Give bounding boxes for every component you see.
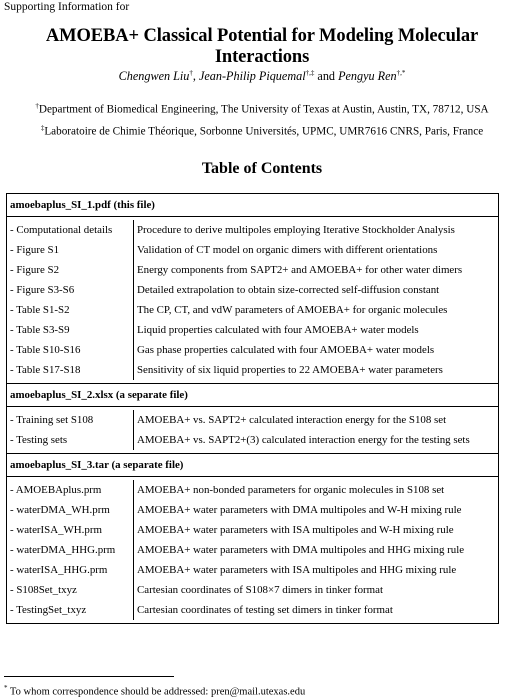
table-row [7, 300, 499, 320]
toc-title: Table of Contents [201, 160, 323, 177]
toc-description: Sensitivity of six liquid properties to 22 AMOEBA+ water parameters [137, 364, 443, 376]
toc-section-header [7, 384, 499, 407]
toc-item: - Training set S108 [7, 410, 134, 430]
toc-spacer-cell [7, 620, 134, 624]
author-separator: , [192, 69, 199, 84]
table-row [7, 220, 499, 240]
author-marks: †,‡ [305, 69, 315, 77]
author-marks: † [189, 69, 193, 77]
table-row [7, 280, 499, 300]
toc-description: AMOEBA+ vs. SAPT2+(3) calculated interaction energy for the testing sets [137, 434, 470, 446]
toc-description: Validation of CT model on organic dimers with different orientations [137, 244, 438, 256]
toc-description: Cartesian coordinates of S108×7 dimers in tinker format [137, 584, 383, 596]
supporting-info-label: Supporting Information for [4, 1, 130, 13]
toc-description: AMOEBA+ vs. SAPT2+ calculated interaction energy for the S108 set [137, 414, 447, 426]
table-row [7, 540, 499, 560]
toc-description: AMOEBA+ water parameters with DMA multipoles and W-H mixing rule [137, 504, 462, 516]
toc-item: - TestingSet_txyz [7, 600, 134, 620]
toc-description: Procedure to derive multipoles employing Iterative Stockholder Analysis [137, 224, 455, 236]
toc-item: - Table S10-S16 [7, 340, 134, 360]
affiliation-1 [0, 102, 524, 116]
toc-item: - AMOEBAplus.prm [7, 480, 134, 500]
toc-item: - waterISA_WH.prm [7, 520, 134, 540]
author-name: Jean-Philip Piquemal [198, 69, 306, 84]
author-name: Pengyu Ren [338, 69, 397, 84]
table-row [7, 360, 499, 380]
toc-spacer-cell [134, 620, 499, 624]
toc-spacer [7, 620, 499, 624]
toc-item: - Figure S1 [7, 240, 134, 260]
toc-item: - waterDMA_WH.prm [7, 500, 134, 520]
toc-section-header [7, 194, 499, 217]
toc-item: - Computational details [7, 220, 134, 240]
table-row [7, 430, 499, 450]
toc-section-heading: amoebaplus_SI_2.xlsx (a separate file) [7, 384, 499, 407]
toc-description: AMOEBA+ non-bonded parameters for organic molecules in S108 set [137, 484, 445, 496]
toc-item: - waterDMA_HHG.prm [7, 540, 134, 560]
toc-item: - Table S1-S2 [7, 300, 134, 320]
affiliation-2 [0, 124, 524, 138]
table-row [7, 560, 499, 580]
footnote-rule [4, 676, 174, 677]
toc-description: Liquid properties calculated with four AMOEBA+ water models [137, 324, 419, 336]
footnote-text: To whom correspondence should be addressed: pren@mail.utexas.edu [7, 686, 306, 698]
toc-table [6, 193, 499, 624]
toc-description: AMOEBA+ water parameters with ISA multipoles and HHG mixing rule [137, 564, 457, 576]
table-row [7, 320, 499, 340]
affiliation-mark: † [35, 102, 39, 110]
author-separator: and [314, 69, 339, 84]
table-row [7, 340, 499, 360]
table-row [7, 480, 499, 500]
toc-item: - Table S3-S9 [7, 320, 134, 340]
toc-item: - waterISA_HHG.prm [7, 560, 134, 580]
author-list [0, 69, 524, 84]
footnote [4, 684, 305, 698]
toc-item: - Testing sets [7, 430, 134, 450]
paper-title: AMOEBA+ Classical Potential for Modeling Molecular Interactions [45, 26, 479, 67]
toc-section-heading: amoebaplus_SI_3.tar (a separate file) [7, 454, 499, 477]
affiliation-text: Department of Biomedical Engineering, The University of Texas at Austin, Austin, TX, 78712, USA [38, 103, 489, 116]
toc-item: - Figure S2 [7, 260, 134, 280]
toc-description: The CP, CT, and vdW parameters of AMOEBA+ for organic molecules [137, 304, 448, 316]
table-row [7, 580, 499, 600]
table-row [7, 240, 499, 260]
table-row [7, 260, 499, 280]
toc-description: Cartesian coordinates of testing set dimers in tinker format [137, 604, 393, 616]
toc-description: AMOEBA+ water parameters with DMA multipoles and HHG mixing rule [137, 544, 465, 556]
affiliation-mark: ‡ [40, 124, 45, 132]
toc-section-heading: amoebaplus_SI_1.pdf (this file) [7, 194, 499, 217]
toc-description: Detailed extrapolation to obtain size-corrected self-diffusion constant [137, 284, 440, 296]
toc-description: Energy components from SAPT2+ and AMOEBA+ for other water dimers [137, 264, 463, 276]
toc-section-header [7, 454, 499, 477]
toc-item: - S108Set_txyz [7, 580, 134, 600]
table-row [7, 500, 499, 520]
author-name: Chengwen Liu [118, 69, 190, 84]
affiliation-text: Laboratoire de Chimie Théorique, Sorbonne Universités, UPMC, UMR7616 CNRS, Paris, France [44, 125, 484, 138]
toc-description: AMOEBA+ water parameters with ISA multipoles and W-H mixing rule [137, 524, 454, 536]
footnote-mark: * [4, 684, 8, 692]
toc-item: - Figure S3-S6 [7, 280, 134, 300]
author-marks: †,* [396, 69, 406, 77]
toc-item: - Table S17-S18 [7, 360, 134, 380]
toc-description: Gas phase properties calculated with four AMOEBA+ water models [137, 344, 435, 356]
table-row [7, 410, 499, 430]
table-row [7, 600, 499, 620]
table-row [7, 520, 499, 540]
